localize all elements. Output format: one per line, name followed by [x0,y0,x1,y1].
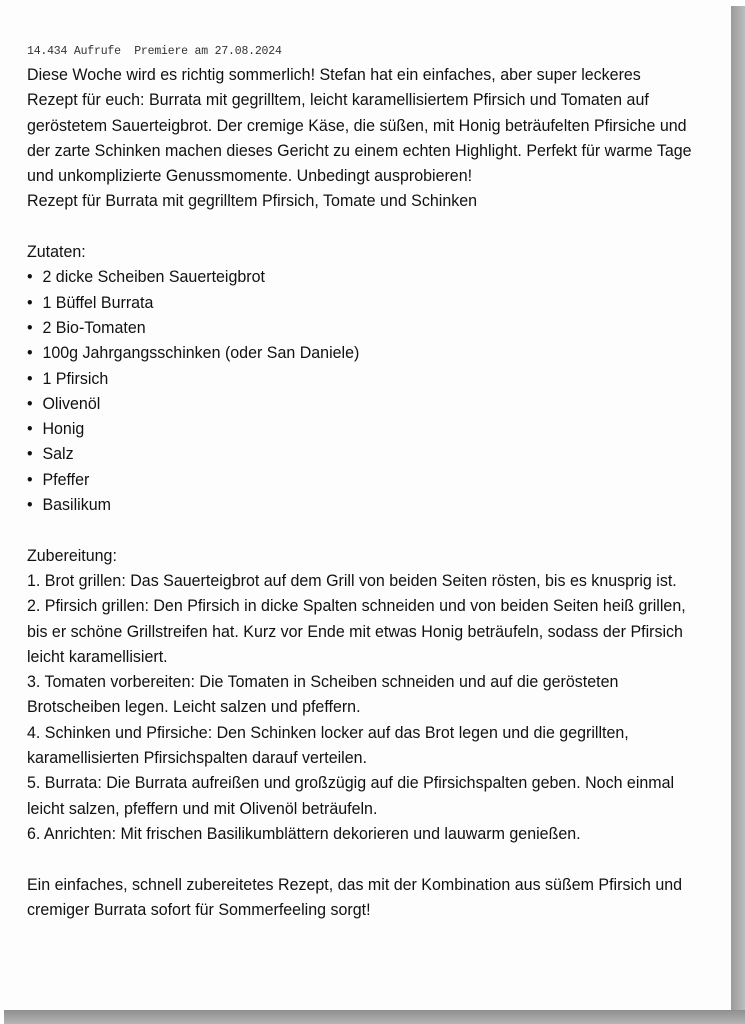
ingredients-list [27,264,693,517]
recipe-content [27,62,693,922]
ingredient-item: • 100g Jahrgangsschinken (oder San Daniele) [27,340,693,365]
ingredients-heading: Zutaten: [27,242,86,262]
spacer [27,517,693,542]
bullet-icon: • [27,317,33,337]
step-item: 2. Pfirsich grillen: Den Pfirsich in dicke Spalten schneiden und von beiden Seiten heiß grillen, bis er schöne Grillstreifen hat. Kurz vor Ende mit etwas Honig beträufeln, sodass der Pfirsich leicht karamellisiert. [27,596,686,666]
bullet-icon: • [27,469,33,489]
step-item: 1. Brot grillen: Das Sauerteigbrot auf dem Grill von beiden Seiten rösten, bis es knusprig ist. [27,570,677,590]
video-meta [27,45,282,58]
ingredient-item: • 1 Büffel Burrata [27,290,693,315]
bullet-icon: • [27,419,33,439]
view-count: 14.434 Aufrufe [27,45,121,58]
step-item: 5. Burrata: Die Burrata aufreißen und großzügig auf die Pfirsichspalten geben. Noch einmal leicht salzen, pfeffern und mit Olivenöl beträufeln. [27,773,675,818]
ingredient-item: • 1 Pfirsich [27,366,693,391]
bullet-icon: • [27,393,33,413]
bullet-icon: • [27,444,33,464]
premiere-date: Premiere am 27.08.2024 [134,45,282,58]
intro-paragraph: Diese Woche wird es richtig sommerlich! Stefan hat ein einfaches, aber super leckeres Rezept für euch: Burrata mit gegrilltem, leicht karamellisiertem Pfirsich und Tomaten auf geröstetem Sauerteigbrot. Der cremige Käse, die süßen, mit Honig beträufelten Pfirsiche und der zarte Schinken machen dieses Gericht zu einem echten Highlight. Perfekt für warme Tage und unkomplizierte Genussmomente. Unbedingt ausprobieren! [27,65,692,186]
bullet-icon: • [27,292,33,312]
step-item: 3. Tomaten vorbereiten: Die Tomaten in Scheiben schneiden und auf die gerösteten Brotscheiben legen. Leicht salzen und pfeffern. [27,672,619,717]
recipe-title: Rezept für Burrata mit gegrilltem Pfirsich, Tomate und Schinken [27,191,478,211]
page-shadow-right [731,6,745,1024]
preparation-heading: Zubereitung: [27,545,117,565]
ingredient-item: • 2 dicke Scheiben Sauerteigbrot [27,264,693,289]
bullet-icon: • [27,495,33,515]
ingredient-item: • Pfeffer [27,467,693,492]
bullet-icon: • [27,368,33,388]
step-item: 4. Schinken und Pfirsiche: Den Schinken locker auf das Brot legen und die gegrillten, karamellisierten Pfirsichspalten darauf verteilen. [27,722,629,768]
closing-paragraph: Ein einfaches, schnell zubereitetes Rezept, das mit der Kombination aus süßem Pfirsich und cremiger Burrata sofort für Sommerfeeling sorgt! [27,874,683,919]
page-shadow-bottom [4,1010,745,1024]
spacer [27,214,693,239]
ingredient-item: • Basilikum [27,492,693,517]
step-item: 6. Anrichten: Mit frischen Basilikumblättern dekorieren und lauwarm genießen. [27,823,581,843]
bullet-icon: • [27,343,33,363]
spacer [27,846,693,871]
ingredient-item: • Olivenöl [27,391,693,416]
ingredient-item: • 2 Bio-Tomaten [27,315,693,340]
ingredient-item: • Salz [27,441,693,466]
preparation-steps [27,568,693,846]
ingredient-item: • Honig [27,416,693,441]
bullet-icon: • [27,267,33,287]
